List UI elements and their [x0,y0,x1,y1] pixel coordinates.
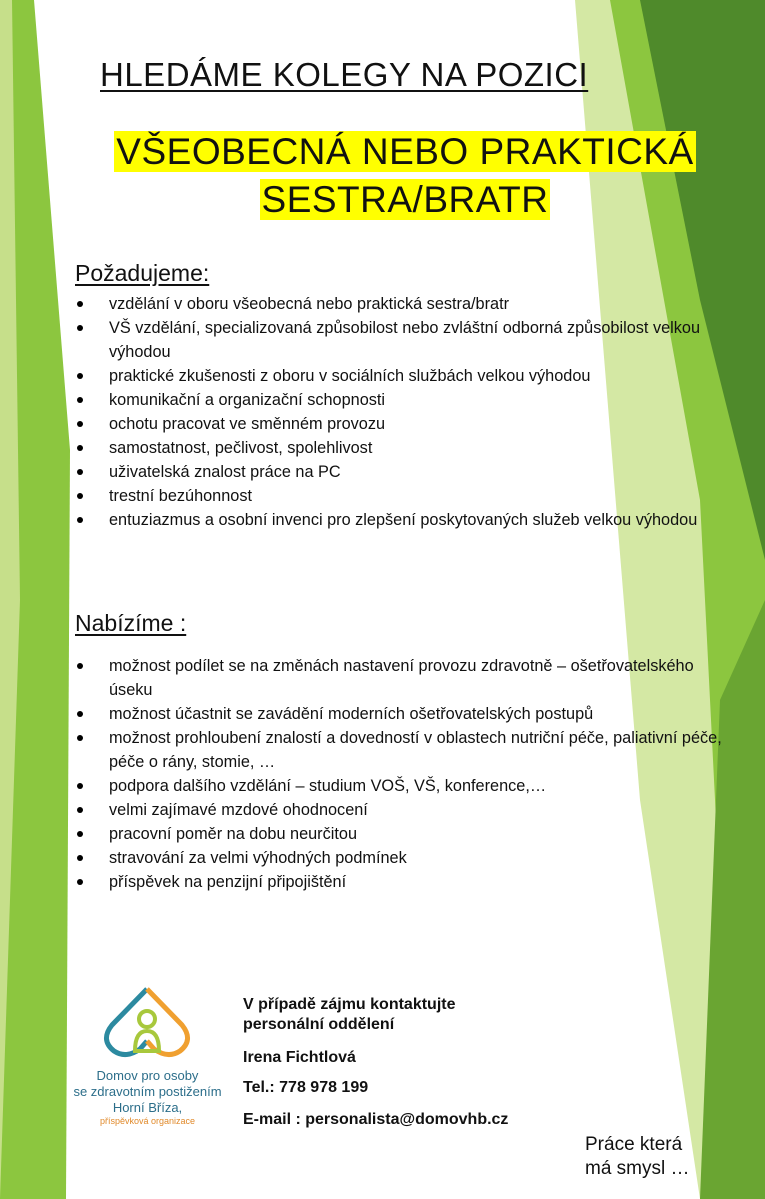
organization-name [55,1068,240,1116]
organization-name-line1: Domov pro osoby [96,1068,199,1083]
requirement-item: VŠ vzdělání, specializovaná způsobilost nebo zvláštní odborná způsobilost velkou výhodou [75,316,725,364]
requirement-item: vzdělání v oboru všeobecná nebo praktická sestra/bratr [75,292,725,316]
requirement-item: samostatnost, pečlivost, spolehlivost [75,436,725,460]
requirement-item: uživatelská znalost práce na PC [75,460,725,484]
offer-item: stravování za velmi výhodných podmínek [75,846,725,870]
headline: HLEDÁME KOLEGY NA POZICI [100,56,589,93]
position-title-line2: SESTRA/BRATR [261,179,549,220]
offer-item: možnost podílet se na změnách nastavení provozu zdravotně – ošetřovatelského úseku [75,654,725,702]
offers-heading: Nabízíme : [75,610,187,636]
contact-intro [243,995,455,1035]
tagline-line2: má smysl … [585,1158,690,1179]
contact-intro-line1: V případě zájmu kontaktujte [243,996,456,1013]
requirements-list [75,292,725,532]
organization-logo [92,985,202,1065]
tagline-line1: Práce která [585,1134,683,1155]
requirement-item: komunikační a organizační schopnosti [75,388,725,412]
position-title-line1: VŠEOBECNÁ NEBO PRAKTICKÁ [116,131,694,172]
contact-phone[interactable]: Tel.: 778 978 199 [243,1079,369,1096]
contact-email[interactable]: E-mail : personalista@domovhb.cz [243,1111,509,1128]
requirement-item: praktické zkušenosti z oboru v sociálních službách velkou výhodou [75,364,725,388]
offer-item: možnost účastnit se zavádění moderních ošetřovatelských postupů [75,702,725,726]
requirement-item: ochotu pracovat ve směnném provozu [75,412,725,436]
offer-item: příspěvek na penzijní připojištění [75,870,725,894]
organization-name-line3: Horní Bříza, [112,1100,183,1115]
offers-list [75,654,725,894]
requirement-item: trestní bezúhonnost [75,484,725,508]
offer-item: velmi zajímavé mzdové ohodnocení [75,798,725,822]
requirement-item: entuziazmus a osobní invenci pro zlepšení poskytovaných služeb velkou výhodou [75,508,725,532]
offer-item: možnost prohloubení znalostí a dovedností v oblastech nutriční péče, paliativní péče, péče o rány, stomie, … [75,726,725,774]
organization-name-line2: se zdravotním postižením [73,1084,222,1099]
tagline [585,1133,690,1181]
contact-name: Irena Fichtlová [243,1049,356,1066]
organization-type: příspěvková organizace [99,1116,196,1126]
position-title [60,128,750,224]
offer-item: pracovní poměr na dobu neurčitou [75,822,725,846]
requirements-heading: Požadujeme: [75,260,210,286]
offer-item: podpora dalšího vzdělání – studium VOŠ, VŠ, konference,… [75,774,725,798]
contact-intro-line2: personální oddělení [243,1016,395,1033]
